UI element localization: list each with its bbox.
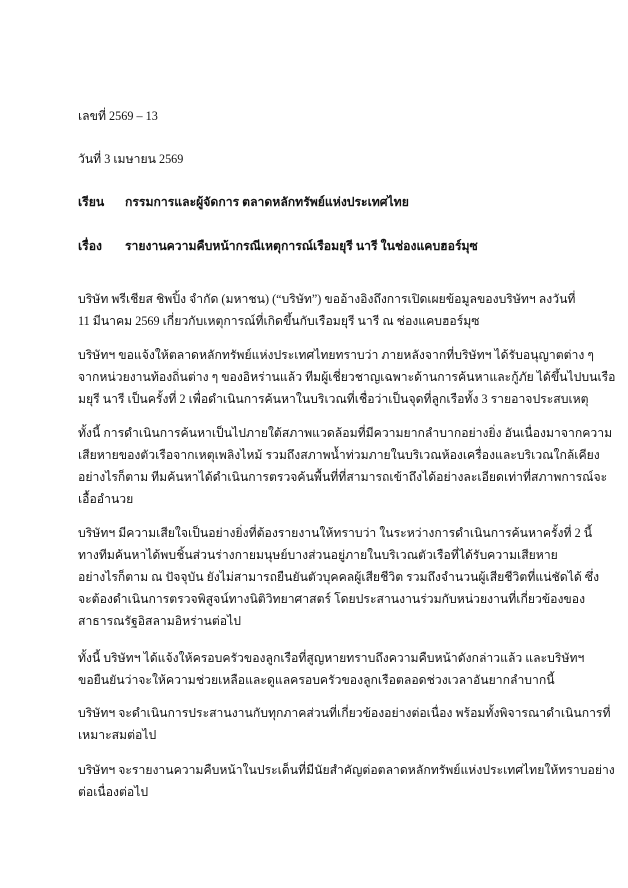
addressee-value: กรรมการและผู้จัดการ ตลาดหลักทรัพย์แห่งประเทศไทย xyxy=(125,195,409,209)
paragraph-4 xyxy=(78,522,600,632)
paragraph-line: ทางทีมค้นหาได้พบชิ้นส่วนร่างกายมนุษย์บางส่วนอยู่ภายในบริเวณตัวเรือที่ได้รับความเสียหาย xyxy=(78,548,558,562)
letter-date: วันที่ 3 เมษายน 2569 xyxy=(78,152,184,166)
paragraph-line: ทั้งนี้ บริษัทฯ ได้แจ้งให้ครอบครัวของลูกเรือที่สูญหายทราบถึงความคืบหน้าดังกล่าวแล้ว และบริษัทฯ xyxy=(78,651,585,665)
subject-label: เรื่อง xyxy=(78,239,102,253)
paragraph-line: เหมาะสมต่อไป xyxy=(78,728,157,742)
paragraph-6 xyxy=(78,702,611,746)
paragraph-line: 11 มีนาคม 2569 เกี่ยวกับเหตุการณ์ที่เกิดขึ้นกับเรือมยุรี นารี ณ ช่องแคบฮอร์มุซ xyxy=(78,314,480,328)
paragraph-line: บริษัทฯ จะดำเนินการประสานงานกับทุกภาคส่วนที่เกี่ยวข้องอย่างต่อเนื่อง พร้อมทั้งพิจารณาดำเนินการที่ xyxy=(78,706,611,720)
paragraph-3 xyxy=(78,422,613,510)
paragraph-line: สาธารณรัฐอิสลามอิหร่านต่อไป xyxy=(78,614,241,628)
paragraph-line: อย่างไรก็ตาม ณ ปัจจุบัน ยังไม่สามารถยืนยันตัวบุคคลผู้เสียชีวิต รวมถึงจำนวนผู้เสียชีวิตที่แน่ชัดได้ ซึ่ง xyxy=(78,570,600,584)
paragraph-line: เอื้ออำนวย xyxy=(78,492,134,506)
paragraph-line: จะต้องดำเนินการตรวจพิสูจน์ทางนิติวิทยาศาสตร์ โดยประสานงานร่วมกับหน่วยงานที่เกี่ยวข้องของ xyxy=(78,592,586,606)
reference-number: เลขที่ 2569 – 13 xyxy=(78,109,158,123)
paragraph-line: บริษัท พรีเชียส ชิพปิ้ง จำกัด (มหาชน) (“บริษัท”) ขออ้างอิงถึงการเปิดเผยข้อมูลของบริษัทฯ ลงวันที่ xyxy=(78,292,576,306)
paragraph-line: บริษัทฯ จะรายงานความคืบหน้าในประเด็นที่มีนัยสำคัญต่อตลาดหลักทรัพย์แห่งประเทศไทยให้ทราบอย่าง xyxy=(78,763,615,777)
paragraph-line: บริษัทฯ ขอแจ้งให้ตลาดหลักทรัพย์แห่งประเทศไทยทราบว่า ภายหลังจากที่บริษัทฯ ได้รับอนุญาตต่าง ๆ xyxy=(78,348,594,362)
subject-value: รายงานความคืบหน้ากรณีเหตุการณ์เรือมยุรี นารี ในช่องแคบฮอร์มุซ xyxy=(125,239,478,253)
addressee-label: เรียน xyxy=(78,195,105,209)
paragraph-line: ทั้งนี้ การดำเนินการค้นหาเป็นไปภายใต้สภาพแวดล้อมที่มีความยากลำบากอย่างยิ่ง อันเนื่องมาจากความ xyxy=(78,426,613,440)
paragraph-7 xyxy=(78,759,615,803)
paragraph-line: เสียหายของตัวเรือจากเหตุเพลิงไหม้ รวมถึงสภาพน้ำท่วมภายในบริเวณห้องเครื่องและบริเวณใกล้เคียง xyxy=(78,448,600,462)
paragraph-line: จากหน่วยงานท้องถิ่นต่าง ๆ ของอิหร่านแล้ว ทีมผู้เชี่ยวชาญเฉพาะด้านการค้นหาและกู้ภัย ได้ขึ้นไปบนเรือ xyxy=(78,370,616,384)
paragraph-line: มยุรี นารี เป็นครั้งที่ 2 เพื่อดำเนินการค้นหาในบริเวณที่เชื่อว่าเป็นจุดที่ลูกเรือทั้ง 3 รายอาจประสบเหตุ xyxy=(78,392,589,406)
paragraph-line: บริษัทฯ มีความเสียใจเป็นอย่างยิ่งที่ต้องรายงานให้ทราบว่า ในระหว่างการดำเนินการค้นหาครั้งที่ 2 นี้ xyxy=(78,526,593,540)
paragraph-5 xyxy=(78,647,585,691)
paragraph-line: ต่อเนื่องต่อไป xyxy=(78,785,149,799)
paragraph-line: อย่างไรก็ตาม ทีมค้นหาได้ดำเนินการตรวจค้นพื้นที่ที่สามารถเข้าถึงได้อย่างละเอียดเท่าที่สภาพการณ์จะ xyxy=(78,470,608,484)
paragraph-1 xyxy=(78,288,576,332)
paragraph-line: ขอยืนยันว่าจะให้ความช่วยเหลือและดูแลครอบครัวของลูกเรือตลอดช่วงเวลาอันยากลำบากนี้ xyxy=(78,673,555,687)
paragraph-2 xyxy=(78,344,616,410)
